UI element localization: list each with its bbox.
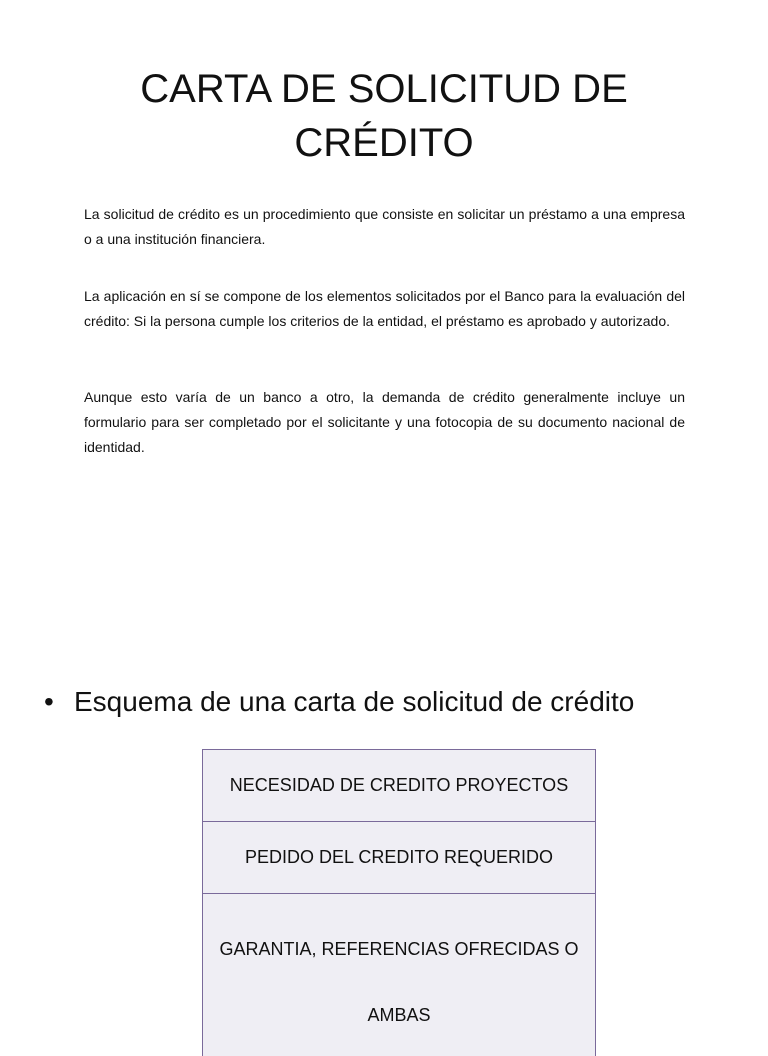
scheme-row-guarantee: GARANTIA, REFERENCIAS OFRECIDAS O AMBAS: [219, 939, 579, 1025]
bullet-heading: [44, 680, 634, 724]
scheme-row-request: PEDIDO DEL CREDITO REQUERIDO: [203, 822, 595, 894]
title-line-2: CRÉDITO: [294, 121, 474, 165]
paragraph-1: La solicitud de crédito es un procedimiento que consiste en solicitar un préstamo a una empresa o a una institución financiera.: [84, 206, 685, 247]
scheme-table: [202, 749, 596, 1056]
scheme-row-need: NECESIDAD DE CREDITO PROYECTOS: [203, 750, 595, 822]
page-title: [84, 62, 684, 170]
title-line-1: CARTA DE SOLICITUD DE: [140, 67, 628, 111]
paragraph-2: La aplicación en sí se compone de los elementos solicitados por el Banco para la evaluación del crédito: Si la persona cumple los criterios de la entidad, el préstamo es aprobado y autorizado.: [84, 288, 685, 329]
bullet-heading-text: Esquema de una carta de solicitud de crédito: [74, 686, 635, 717]
paragraph-3: Aunque esto varía de un banco a otro, la demanda de crédito generalmente incluye un formulario para ser completado por el solicitante y una fotocopia de su documento nacional de identidad.: [84, 389, 685, 455]
bullet-icon: •: [44, 686, 54, 717]
